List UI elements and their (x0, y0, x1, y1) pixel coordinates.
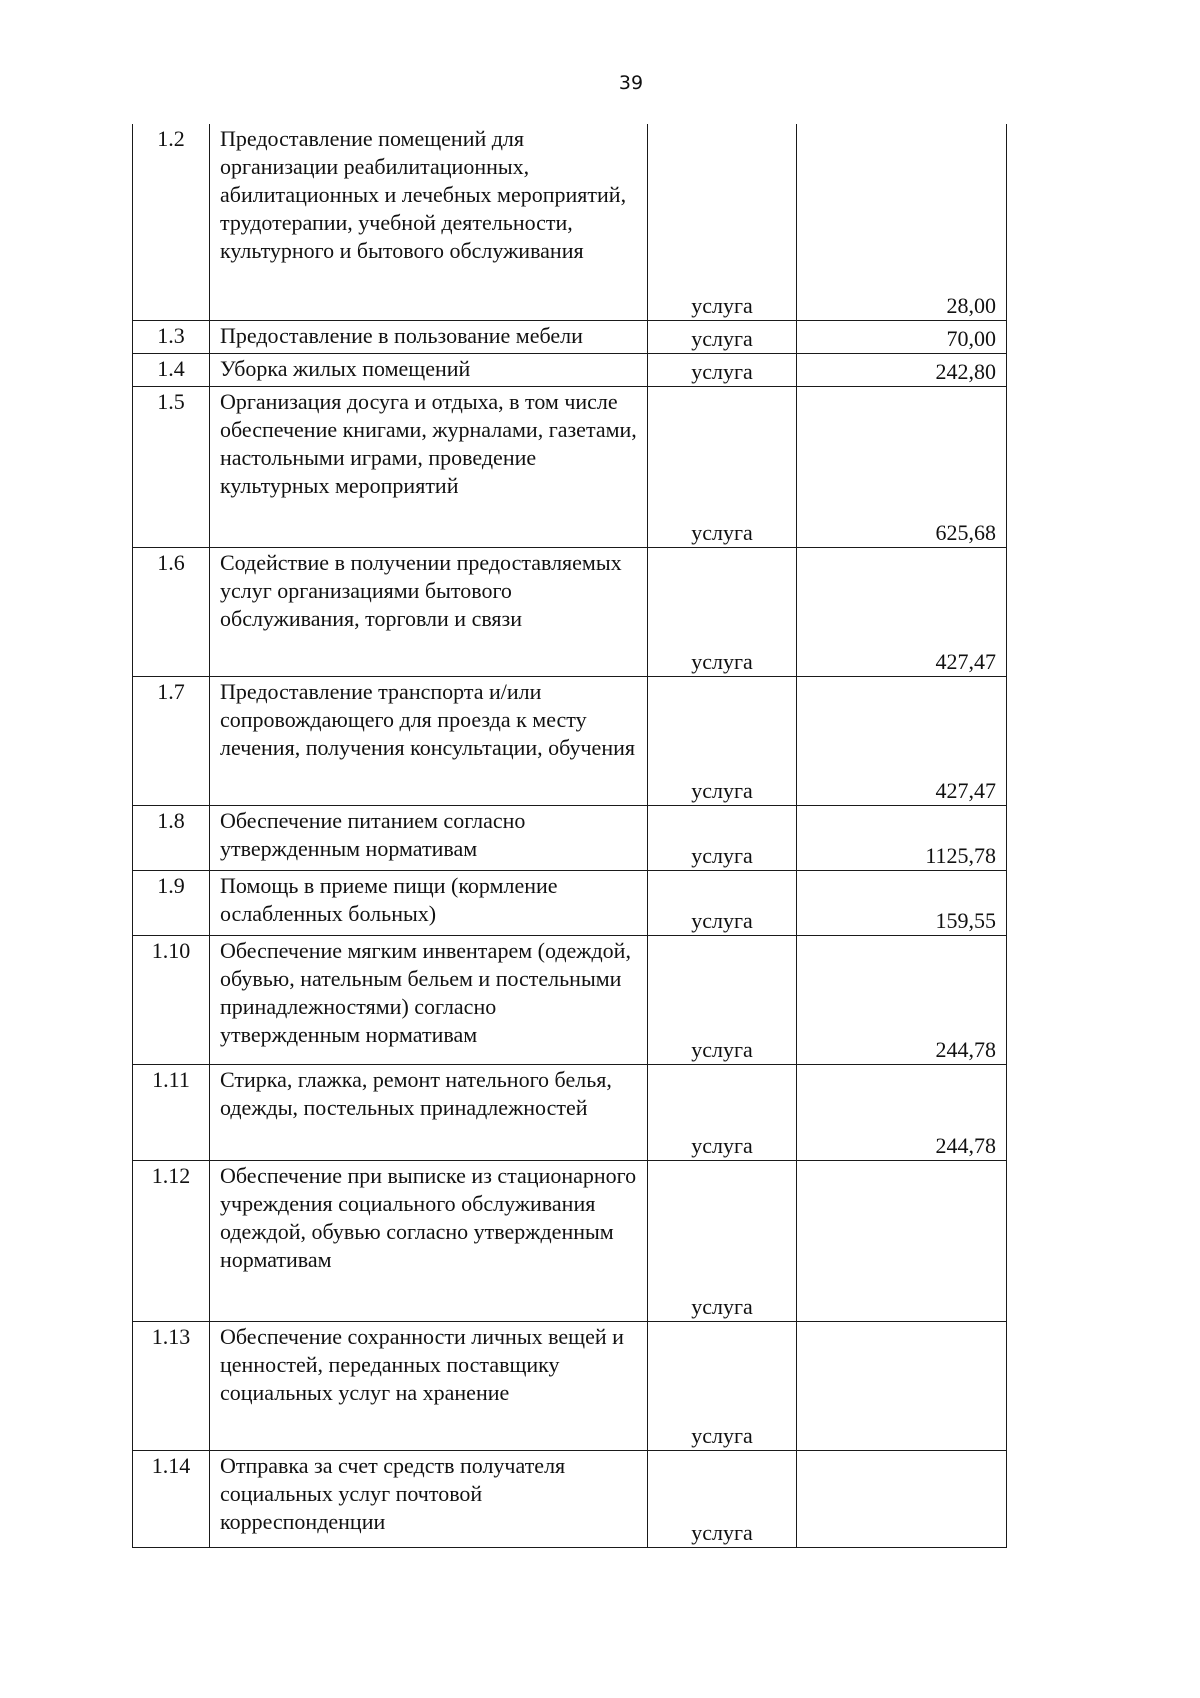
service-name: Содействие в получении предоставляемых услуг организациями бытового обслуживания, торговли и связи (210, 547, 648, 676)
row-number: 1.3 (133, 320, 210, 353)
unit-cell: услуга (648, 870, 797, 935)
row-number: 1.8 (133, 805, 210, 870)
table-row (133, 870, 1007, 935)
price-cell: 427,47 (797, 676, 1007, 805)
service-name: Отправка за счет средств получателя социальных услуг почтовой корреспонденции (210, 1450, 648, 1547)
price-cell (797, 1321, 1007, 1450)
table-row (133, 1064, 1007, 1160)
unit-cell: услуга (648, 353, 797, 386)
price-cell: 28,00 (797, 124, 1007, 320)
row-number: 1.11 (133, 1064, 210, 1160)
unit-cell: услуга (648, 1064, 797, 1160)
service-name: Помощь в приеме пищи (кормление ослабленных больных) (210, 870, 648, 935)
unit-cell: услуга (648, 1450, 797, 1547)
page-number: 39 (618, 72, 644, 94)
service-name: Предоставление в пользование мебели (210, 320, 648, 353)
services-table (132, 124, 1007, 1548)
price-cell: 244,78 (797, 1064, 1007, 1160)
row-number: 1.10 (133, 935, 210, 1064)
service-name: Стирка, глажка, ремонт нательного белья, одежды, постельных принадлежностей (210, 1064, 648, 1160)
table-row (133, 935, 1007, 1064)
table-row (133, 547, 1007, 676)
service-name: Уборка жилых помещений (210, 353, 648, 386)
price-cell (797, 1160, 1007, 1321)
price-cell: 1125,78 (797, 805, 1007, 870)
table-row (133, 353, 1007, 386)
table-row (133, 1321, 1007, 1450)
table-row (133, 676, 1007, 805)
unit-cell: услуга (648, 676, 797, 805)
unit-cell: услуга (648, 1321, 797, 1450)
table-row (133, 386, 1007, 547)
unit-cell: услуга (648, 805, 797, 870)
price-cell (797, 1450, 1007, 1547)
row-number: 1.5 (133, 386, 210, 547)
row-number: 1.14 (133, 1450, 210, 1547)
service-name: Обеспечение питанием согласно утвержденным нормативам (210, 805, 648, 870)
table-row (133, 124, 1007, 320)
row-number: 1.4 (133, 353, 210, 386)
unit-cell: услуга (648, 1160, 797, 1321)
row-number: 1.2 (133, 124, 210, 320)
price-cell: 242,80 (797, 353, 1007, 386)
service-name: Организация досуга и отдыха, в том числе обеспечение книгами, журналами, газетами, настольными играми, проведение культурных мероприятий (210, 386, 648, 547)
price-cell: 244,78 (797, 935, 1007, 1064)
price-cell: 70,00 (797, 320, 1007, 353)
row-number: 1.9 (133, 870, 210, 935)
price-cell: 159,55 (797, 870, 1007, 935)
unit-cell: услуга (648, 124, 797, 320)
service-name: Предоставление помещений для организации реабилитационных, абилитационных и лечебных мероприятий, трудотерапии, учебной деятельности, культурного и бытового обслуживания (210, 124, 648, 320)
service-name: Обеспечение мягким инвентарем (одеждой, обувью, нательным бельем и постельными принадлежностями) согласно утвержденным нормативам (210, 935, 648, 1064)
unit-cell: услуга (648, 547, 797, 676)
table-row (133, 805, 1007, 870)
service-name: Обеспечение сохранности личных вещей и ценностей, переданных поставщику социальных услуг на хранение (210, 1321, 648, 1450)
table-row (133, 320, 1007, 353)
table-row (133, 1450, 1007, 1547)
row-number: 1.12 (133, 1160, 210, 1321)
service-name: Обеспечение при выписке из стационарного учреждения социального обслуживания одеждой, обувью согласно утвержденным нормативам (210, 1160, 648, 1321)
unit-cell: услуга (648, 320, 797, 353)
price-cell: 625,68 (797, 386, 1007, 547)
table-row (133, 1160, 1007, 1321)
unit-cell: услуга (648, 386, 797, 547)
row-number: 1.7 (133, 676, 210, 805)
price-cell: 427,47 (797, 547, 1007, 676)
service-name: Предоставление транспорта и/или сопровождающего для проезда к месту лечения, получения консультации, обучения (210, 676, 648, 805)
unit-cell: услуга (648, 935, 797, 1064)
row-number: 1.13 (133, 1321, 210, 1450)
row-number: 1.6 (133, 547, 210, 676)
